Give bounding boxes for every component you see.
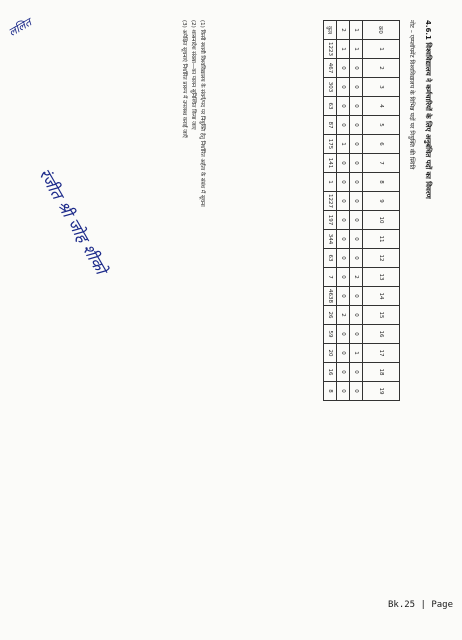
column-number: 8 [363, 173, 400, 192]
column-number: 11 [363, 230, 400, 249]
handwritten-signature: रंजीत श्री जोह शीको [34, 165, 111, 278]
row-label-cell: कुल [324, 21, 337, 40]
total-cell: 20 [324, 344, 337, 363]
total-cell: 26 [324, 306, 337, 325]
row-label-cell: क्र0 [363, 21, 400, 40]
total-cell: 467 [324, 59, 337, 78]
column-number: 14 [363, 287, 400, 306]
total-cell: 4638 [324, 287, 337, 306]
total-cell: 8 [324, 382, 337, 401]
column-number: 6 [363, 135, 400, 154]
document-note: नोट – एम्प्लॉयमेंट विश्वविद्यालय के विभिन्न पदों पर नियुक्ति की स्थिति [408, 20, 415, 170]
page-label: Bk.25 | Page [388, 600, 454, 610]
total-cell: 1223 [324, 40, 337, 59]
table-header-row [363, 21, 400, 401]
column-number: 2 [363, 59, 400, 78]
column-number: 1 [363, 40, 400, 59]
body-line: (2) शासनादेश संख्या—का पालन सुनिश्चित किया जाए [190, 20, 196, 130]
body-line: (3) अपेक्षित सूचनाएं निर्धारित प्रारूप में उपलब्ध कराई जाएँ [181, 20, 187, 138]
total-cell: 1227 [324, 192, 337, 211]
column-number: 16 [363, 325, 400, 344]
column-number: 19 [363, 382, 400, 401]
rotated-document [26, 10, 436, 630]
body-text [179, 20, 206, 620]
total-cell: 63 [324, 97, 337, 116]
total-cell: 175 [324, 135, 337, 154]
table-total-row [324, 21, 337, 401]
column-number: 5 [363, 116, 400, 135]
body-line: (1) किसी स्थायी विश्वविद्यालय के संवर्ग/पद पर नियुक्ति हेतु निर्धारित अर्हता के संबंध में सूचना [199, 20, 205, 207]
column-number: 18 [363, 363, 400, 382]
column-number: 7 [363, 154, 400, 173]
column-number: 3 [363, 78, 400, 97]
total-cell: 344 [324, 230, 337, 249]
column-number: 15 [363, 306, 400, 325]
total-cell: 16 [324, 363, 337, 382]
row-label-cell: 1 [350, 21, 363, 40]
column-number: 17 [363, 344, 400, 363]
column-number: 12 [363, 249, 400, 268]
document-title: 4.6.1 विश्वविद्यालय ने कर्मचारियों के लिए अनुबंधित पदों का विवरण [424, 20, 432, 199]
column-number: 9 [363, 192, 400, 211]
column-number: 10 [363, 211, 400, 230]
total-cell: 197 [324, 211, 337, 230]
column-number: 4 [363, 97, 400, 116]
total-cell: 59 [324, 325, 337, 344]
total-cell: 303 [324, 78, 337, 97]
total-cell: 63 [324, 249, 337, 268]
handwritten-initials: ललित [6, 15, 34, 40]
total-cell: 7 [324, 268, 337, 287]
total-cell: 141 [324, 154, 337, 173]
total-cell: 87 [324, 116, 337, 135]
column-number: 13 [363, 268, 400, 287]
table-row: 1 1 0 0 0 0 0 0 0 0 0 0 0 2 0 0 0 1 0 0 [350, 21, 363, 401]
total-cell: 1 [324, 173, 337, 192]
data-table [323, 20, 400, 401]
row-label-cell: 2 [337, 21, 350, 40]
table-row: 2 1 0 0 0 0 1 0 0 0 0 0 0 0 0 2 0 0 0 0 [337, 21, 350, 401]
